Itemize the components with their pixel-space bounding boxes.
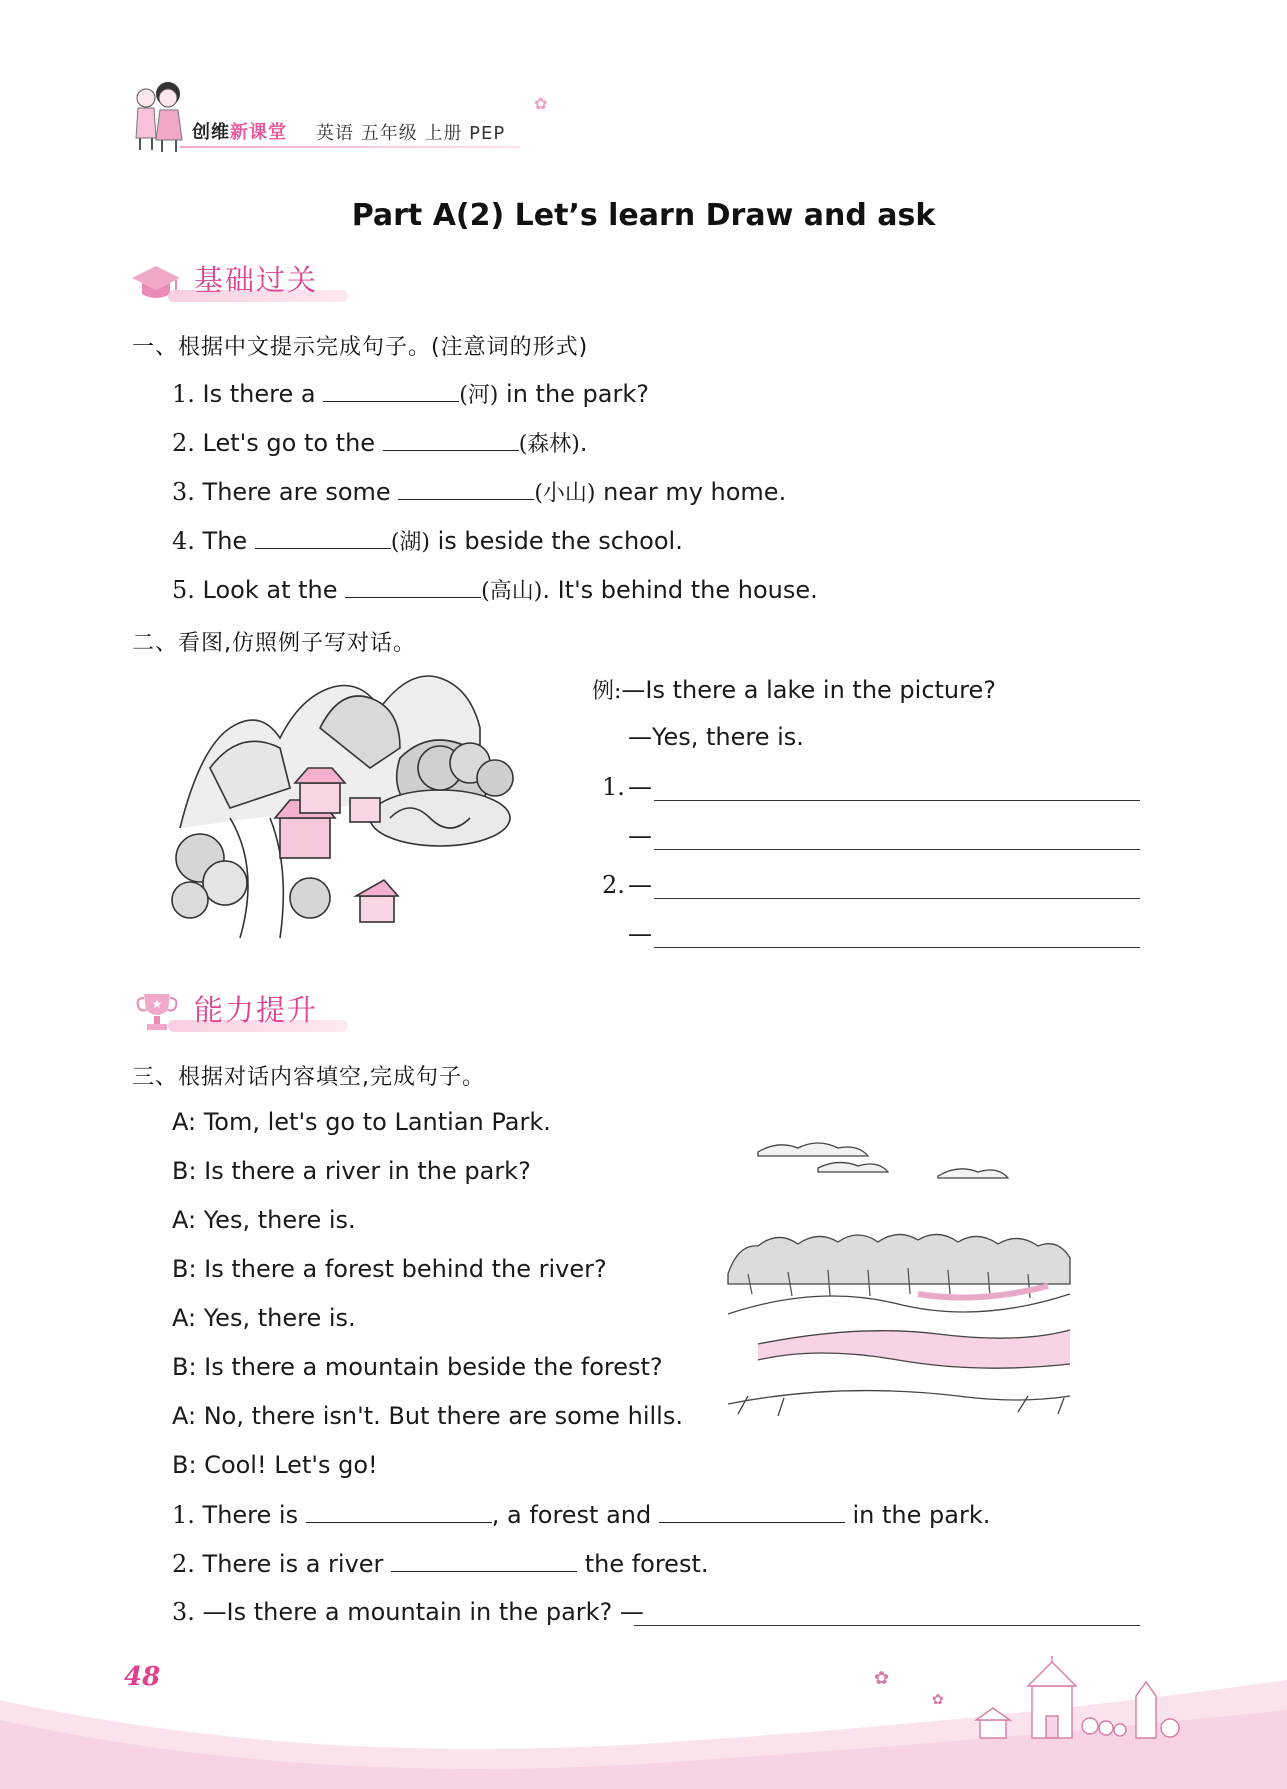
question-1-heading: 一、根据中文提示完成句子。(注意词的形式)	[132, 335, 589, 360]
q2-item-1-number: 1.	[602, 773, 625, 801]
q3-sentence-3: 3. —Is there a mountain in the park? —	[172, 1598, 644, 1626]
answer-blank[interactable]	[398, 477, 534, 500]
svg-text:★: ★	[151, 997, 163, 1011]
dialogue-line: B: Is there a river in the park?	[172, 1157, 531, 1185]
answer-blank[interactable]	[306, 1500, 492, 1523]
question-2-heading: 二、看图,仿照例子写对话。	[132, 631, 416, 656]
example-answer: —Yes, there is.	[628, 723, 804, 751]
question-3-heading: 三、根据对话内容填空,完成句子。	[132, 1065, 485, 1090]
flower-icon: ✿	[932, 1692, 944, 1708]
section-label-basic: 基础过关	[194, 263, 319, 297]
answer-line[interactable]	[654, 800, 1140, 801]
answer-blank[interactable]	[391, 1549, 577, 1572]
q1-item-2: 2. Let's go to the (森林).	[172, 429, 588, 457]
answer-blank[interactable]	[345, 575, 481, 598]
header-subtitle: 英语 五年级 上册 PEP	[316, 123, 506, 144]
q2-dash: —	[628, 822, 652, 850]
q3-sentence-2: 2. There is a river the forest.	[172, 1550, 709, 1578]
dialogue-line: A: Yes, there is.	[172, 1206, 356, 1234]
dialogue-line: A: Yes, there is.	[172, 1304, 356, 1332]
page-title: Part A(2) Let’s learn Draw and ask	[351, 198, 936, 233]
dialogue-line: B: Cool! Let's go!	[172, 1451, 378, 1479]
q2-dash: —	[628, 773, 652, 801]
q2-dash: —	[628, 871, 652, 899]
dialogue-line: A: Tom, let's go to Lantian Park.	[172, 1108, 551, 1136]
dialogue-line: A: No, there isn't. But there are some hills.	[172, 1402, 683, 1430]
q1-item-4: 4. The (湖) is beside the school.	[172, 527, 683, 555]
answer-line[interactable]	[654, 898, 1140, 899]
header-mascot-image	[126, 76, 196, 154]
q1-item-5: 5. Look at the (高山). It's behind the house.	[172, 576, 818, 604]
answer-blank[interactable]	[659, 1500, 845, 1523]
q3-sentence-1: 1. There is , a forest and in the park.	[172, 1501, 991, 1529]
page-number: 48	[124, 1662, 161, 1692]
answer-line[interactable]	[634, 1625, 1140, 1626]
dialogue-line: B: Is there a mountain beside the forest?	[172, 1353, 663, 1381]
answer-line[interactable]	[654, 849, 1140, 850]
flower-icon: ✿	[874, 1668, 890, 1689]
q2-dash: —	[628, 920, 652, 948]
header-rule	[180, 146, 520, 148]
q2-item-2-number: 2.	[602, 871, 625, 899]
q1-item-3: 3. There are some (小山) near my home.	[172, 478, 787, 506]
village-mountain-picture	[170, 668, 556, 940]
section-label-advanced: 能力提升	[194, 993, 319, 1027]
example-question: 例:—Is there a lake in the picture?	[592, 676, 996, 704]
answer-blank[interactable]	[255, 526, 391, 549]
q1-item-1: 1. Is there a (河) in the park?	[172, 380, 649, 408]
answer-line[interactable]	[654, 947, 1140, 948]
dialogue-line: B: Is there a forest behind the river?	[172, 1255, 607, 1283]
flower-icon: ✿	[534, 94, 548, 113]
answer-blank[interactable]	[323, 379, 459, 402]
header-brand: 创维新课堂	[192, 122, 287, 143]
answer-blank[interactable]	[383, 428, 519, 451]
castle-icon	[960, 1656, 1190, 1742]
park-landscape-picture	[718, 1134, 1090, 1430]
